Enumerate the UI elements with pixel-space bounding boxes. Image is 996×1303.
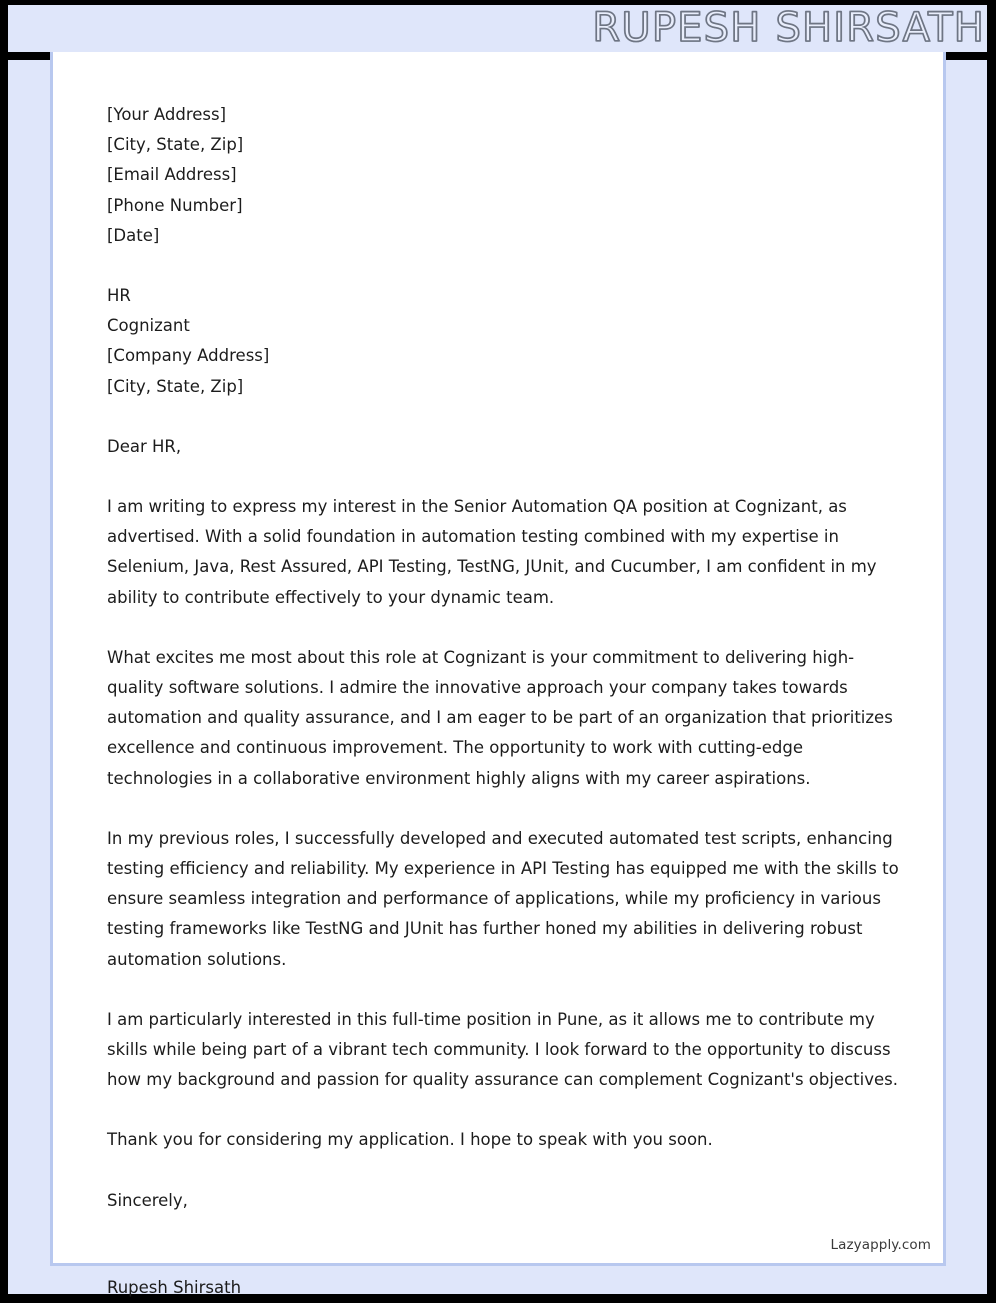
valediction: Sincerely, [107, 1190, 188, 1210]
body-paragraph: I am particularly interested in this full-time position in Pune, as it allows me to contribute my skills while being part of a vibrant tech community. I look forward to the opportunity to discuss how my background and passion for quality assurance can complement Cognizant's objectives. [107, 1009, 898, 1090]
applicant-name-heading: RUPESH SHIRSATH [592, 5, 985, 51]
body-paragraph: What excites me most about this role at Cognizant is your commitment to delivering high-quality software solutions. I admire the innovative approach your company takes towards automation and quality assurance, and I am eager to be part of an organization that prioritizes excellence and continuous improvement. The opportunity to work with cutting-edge technologies in a collaborative environment highly aligns with my career aspirations. [107, 647, 893, 788]
body-paragraph: Thank you for considering my application. I hope to speak with you soon. [107, 1130, 713, 1150]
sender-address-line: [Email Address] [107, 165, 237, 185]
spacer [107, 462, 907, 492]
sender-address-line: [Phone Number] [107, 195, 243, 215]
spacer [107, 1095, 907, 1125]
recipient-line: [City, State, Zip] [107, 376, 244, 396]
recipient-line: Cognizant [107, 316, 190, 336]
body-paragraph: In my previous roles, I successfully developed and executed automated test scripts, enhancing testing efficiency and reliability. My experience in API Testing has equipped me with the skills to ensure seamless integration and performance of applications, while my proficiency in various testing frameworks like TestNG and JUnit has further honed my abilities in delivering robust automation solutions. [107, 828, 899, 969]
sender-address-block [107, 100, 907, 251]
spacer [107, 975, 907, 1005]
spacer [107, 794, 907, 824]
sender-address-line: [Your Address] [107, 105, 227, 124]
signature-name: Rupesh Shirsath [107, 1278, 242, 1297]
recipient-address-block [107, 281, 907, 402]
recipient-line: [Company Address] [107, 346, 270, 366]
lazyapply-watermark: Lazyapply.com [830, 1237, 931, 1253]
body-paragraph: I am writing to express my interest in the Senior Automation QA position at Cognizant, as advertised. With a solid foundation in automation testing combined with my expertise in Selenium, Java, Rest Assured, API Testing, TestNG, JUnit, and Cucumber, I am confident in my ability to contribute effectively to your dynamic team. [107, 497, 877, 607]
spacer [107, 613, 907, 643]
letter-content-panel [50, 52, 946, 1266]
sender-address-line: [Date] [107, 225, 160, 245]
spacer [107, 402, 907, 432]
spacer [107, 251, 907, 281]
letter-body [107, 100, 907, 1216]
recipient-line: HR [107, 286, 131, 306]
letterhead-header [8, 5, 987, 50]
salutation: Dear HR, [107, 436, 182, 456]
sender-address-line: [City, State, Zip] [107, 135, 244, 155]
spacer [107, 1156, 907, 1186]
